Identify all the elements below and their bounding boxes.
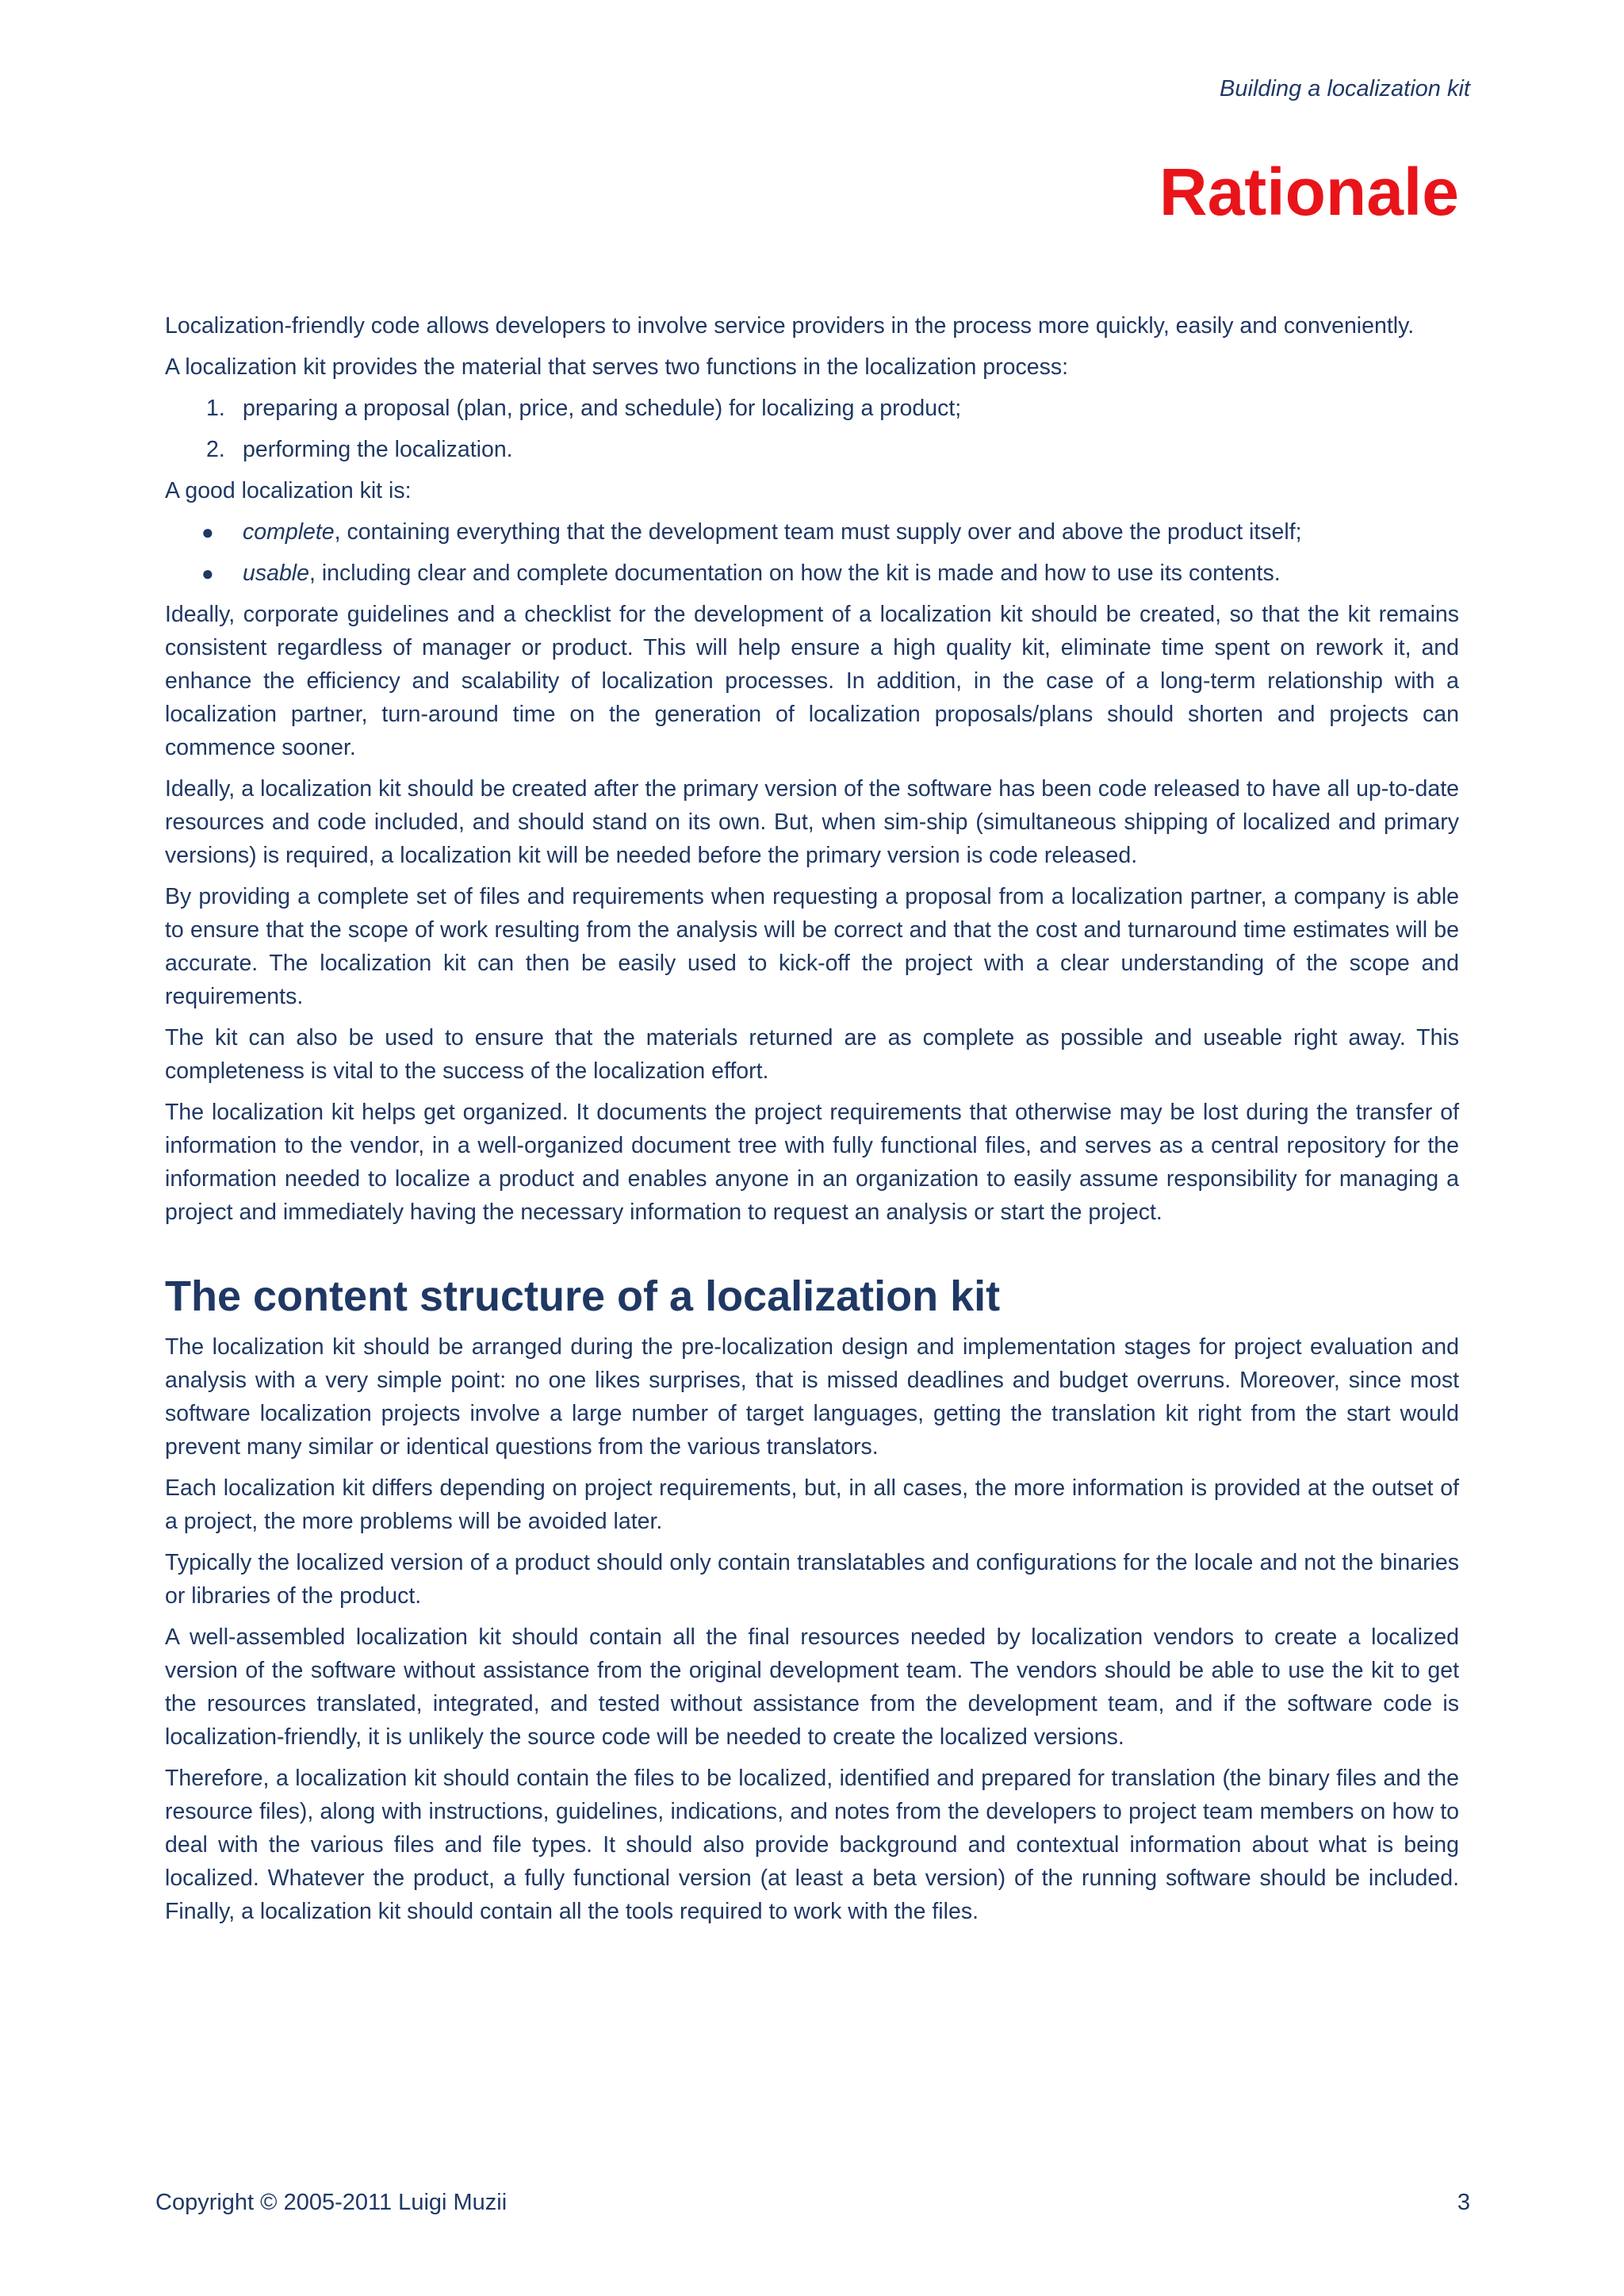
paragraph: Typically the localized version of a product should only contain translatables and configurations for the locale and not the binaries or libraries of the product.	[165, 1550, 1459, 1609]
paragraph: Ideally, corporate guidelines and a checklist for the development of a localization kit should be created, so that the kit remains consistent regardless of manager or product. This will help ensure a high quality kit, eliminate time spent on rework it, and enhance the efficiency and scalability of localization processes. In addition, in the case of a long-term relationship with a localization partner, turn-around time on the generation of localization proposals/plans should shorten and projects can commence sooner.	[165, 602, 1459, 760]
list-item	[206, 392, 1459, 425]
quality-description: , including clear and complete documentation on how the kit is made and how to use its contents.	[308, 561, 1281, 586]
list-item	[206, 433, 1459, 466]
paragraph: A good localization kit is:	[165, 478, 412, 503]
paragraph: By providing a complete set of files and requirements when requesting a proposal from a localization partner, a company is able to ensure that the scope of work resulting from the analysis will be correct and that the cost and turnaround time estimates will be accurate. The localization kit can then be easily used to kick-off the project with a clear understanding of the scope and requirements.	[165, 884, 1459, 1009]
bullet-icon: ●	[201, 561, 214, 585]
paragraph: A well-assembled localization kit should contain all the final resources needed by localization vendors to create a localized version of the software without assistance from the original development team. The vendors should be able to use the kit to get the resources translated, integrated, and tested without assistance from the development team, and if the software code is localization-friendly, it is unlikely the source code will be needed to create the localized versions.	[165, 1624, 1459, 1751]
list-item	[201, 557, 1459, 590]
paragraph: The localization kit helps get organized. It documents the project requirements that otherwise may be lost during the transfer of information to the vendor, in a well-organized document tree with fully functional files, and serves as a central repository for the information needed to localize a product and enables anyone in an organization to easily assume responsibility for managing a project and immediately having the necessary information to request an analysis or start the project.	[165, 1100, 1459, 1225]
footer-copyright: Copyright © 2005-2011 Luigi Muzii	[155, 2190, 508, 2215]
bullet-icon: ●	[201, 520, 214, 544]
page-number: 3	[1457, 2190, 1470, 2215]
paragraph: The kit can also be used to ensure that the materials returned are as complete as possible and useable right away. This completeness is vital to the success of the localization effort.	[165, 1025, 1459, 1084]
section-heading: The content structure of a localization kit	[165, 1272, 1001, 1320]
document-body	[165, 309, 1459, 1936]
paragraph: A localization kit provides the material that serves two functions in the localization process:	[165, 354, 1068, 380]
list-item	[201, 515, 1459, 549]
paragraph: Each localization kit differs depending on project requirements, but, in all cases, the more information is provided at the outset of a project, the more problems will be avoided later.	[165, 1475, 1459, 1535]
running-header: Building a localization kit	[1220, 76, 1470, 101]
list-item-text	[243, 557, 1281, 590]
paragraph: Therefore, a localization kit should contain the files to be localized, identified and prepared for translation (the binary files and the resource files), along with instructions, guidelines, indications, and notes from the developers to project team members on how to deal with the various files and file types. It should also provide background and contextual information about what is being localized. Whatever the product, a fully functional version (at least a beta version) of the running software should be included. Finally, a localization kit should contain all the tools required to work with the files.	[165, 1766, 1459, 1925]
list-number: 2.	[206, 437, 225, 462]
quality-term: usable	[243, 561, 309, 586]
quality-term: complete	[243, 519, 335, 545]
quality-description: , containing everything that the development team must supply over and above the product itself;	[334, 519, 1302, 545]
paragraph: Ideally, a localization kit should be created after the primary version of the software has been code released to have all up-to-date resources and code included, and should stand on its own. But, when sim-ship (simultaneous shipping of localized and primary versions) is required, a localization kit will be needed before the primary version is code released.	[165, 776, 1459, 868]
list-item-text	[243, 515, 1302, 549]
paragraph: Localization-friendly code allows developers to involve service providers in the process more quickly, easily and conveniently.	[165, 313, 1415, 339]
list-item-text: preparing a proposal (plan, price, and schedule) for localizing a product;	[243, 396, 962, 421]
page-title: Rationale	[1159, 155, 1459, 229]
paragraph: The localization kit should be arranged during the pre-localization design and implementation stages for project evaluation and analysis with a very simple point: no one likes surprises, that is missed deadlines and budget overruns. Moreover, since most software localization projects involve a large number of target languages, getting the translation kit right from the start would prevent many similar or identical questions from the various translators.	[165, 1334, 1459, 1460]
list-number: 1.	[206, 396, 225, 421]
functions-list	[165, 392, 1459, 466]
list-item-text: performing the localization.	[243, 437, 513, 462]
qualities-list	[165, 515, 1459, 590]
